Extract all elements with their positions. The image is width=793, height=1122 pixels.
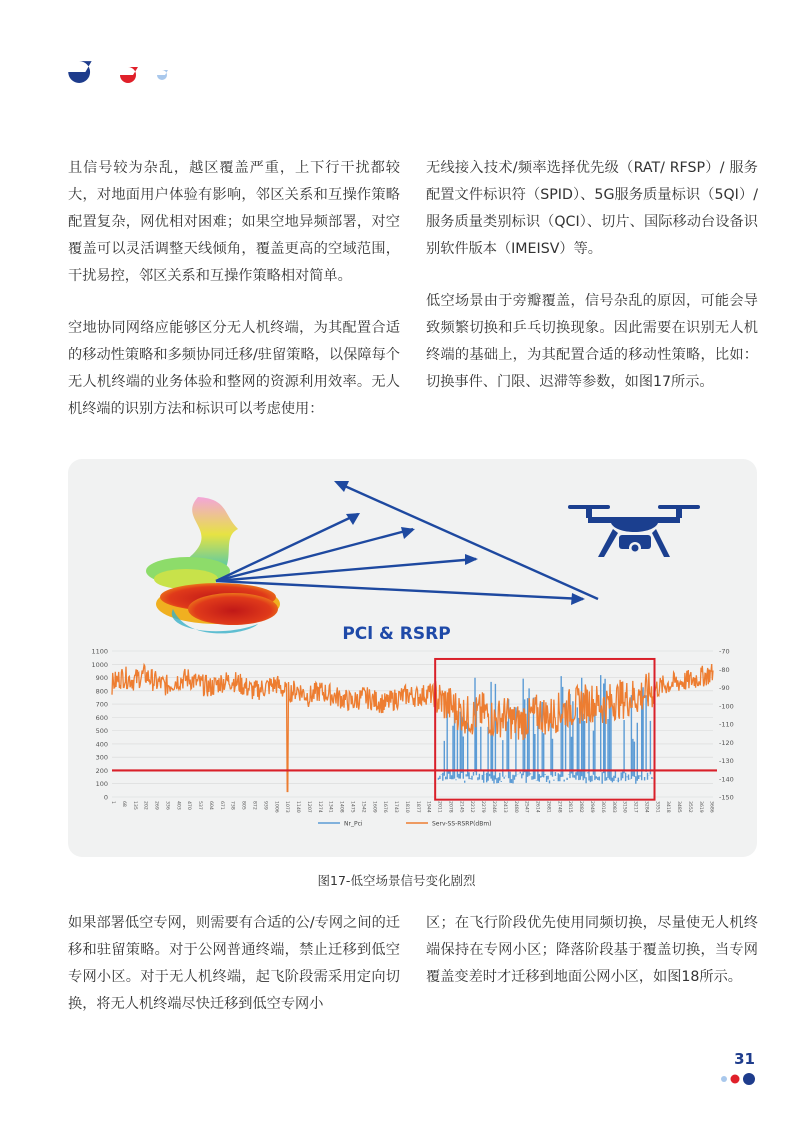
x-tick-label: 1 <box>110 801 115 804</box>
y-right-tick-label: -130 <box>719 757 734 765</box>
x-tick-label: 805 <box>240 801 246 810</box>
x-tick-label: 2882 <box>578 801 584 813</box>
x-tick-label: 1810 <box>403 801 409 813</box>
legend-label-nr-pci: Nr_Pci <box>344 820 363 828</box>
chart-title: PCl & RSRP <box>342 624 451 644</box>
x-tick-label: 2279 <box>480 801 486 813</box>
blue-dot-icon <box>743 1073 755 1085</box>
x-tick-label: 2078 <box>447 801 453 813</box>
y-right-tick-label: -120 <box>719 738 734 747</box>
x-tick-label: 2681 <box>545 801 551 813</box>
x-tick-label: 2346 <box>491 801 497 813</box>
y-left-tick-label: 100 <box>95 780 108 789</box>
x-tick-label: 939 <box>262 801 268 810</box>
footer-decoration <box>718 1072 758 1086</box>
figure-caption: 图17-低空场景信号变化剧烈 <box>317 873 476 888</box>
paragraph: 低空场景由于旁瓣覆盖，信号杂乱的原因，可能会导致频繁切换和乒乓切换现象。因此需要在识别无人机终端的基础上，为其配置合适的移动性策略，比如：切换事件、门限、迟滞等参数，如图17所示。 <box>426 293 758 390</box>
bottom-left-column <box>68 910 400 1018</box>
y-right-tick-label: -90 <box>719 684 730 692</box>
y-left-tick-label: 500 <box>95 727 108 736</box>
x-tick-label: 537 <box>197 801 203 810</box>
x-tick-label: 604 <box>207 801 213 810</box>
paragraph: 如果部署低空专网，则需要有合适的公/专网之间的迁移和驻留策略。对于公网普通终端，禁止迁移到低空专网小区。对于无人机终端，起飞阶段需采用定向切换，将无人机终端尽快迁移到低空专网小 <box>68 915 400 1012</box>
x-tick-label: 403 <box>175 801 181 810</box>
x-tick-label: 3217 <box>632 801 638 813</box>
pci-rsrp-chart <box>68 645 757 830</box>
lightblue-dot-icon <box>721 1076 727 1082</box>
x-tick-label: 2949 <box>588 801 594 813</box>
x-tick-label: 2815 <box>567 801 573 813</box>
x-tick-label: 738 <box>229 801 235 810</box>
y-left-tick-label: 300 <box>95 753 108 762</box>
paragraph: 区；在飞行阶段优先使用同频切换，尽量使无人机终端保持在专网小区；降落阶段基于覆盖切换，当专网覆盖变差时才迁移到地面公网小区，如图18所示。 <box>426 915 758 985</box>
x-tick-label: 2011 <box>436 801 442 813</box>
x-tick-label: 135 <box>131 801 137 810</box>
x-tick-label: 336 <box>164 801 170 810</box>
bottom-right-column <box>426 910 758 991</box>
x-tick-label: 2748 <box>556 801 562 813</box>
x-tick-label: 1877 <box>414 801 420 813</box>
x-tick-label: 1743 <box>393 801 399 813</box>
x-tick-label: 2480 <box>512 801 518 813</box>
x-tick-label: 202 <box>142 801 148 810</box>
x-tick-label: 1475 <box>349 801 355 813</box>
y-right-tick-label: -150 <box>719 793 734 802</box>
x-tick-label: 671 <box>218 801 224 810</box>
x-tick-label: 1609 <box>371 801 377 813</box>
y-left-tick-label: 1000 <box>91 660 108 669</box>
x-tick-label: 2614 <box>534 801 540 813</box>
page-number: 31 <box>734 1050 755 1068</box>
x-tick-label: 3485 <box>676 801 682 813</box>
y-left-tick-label: 700 <box>95 700 108 709</box>
x-tick-label: 2212 <box>469 801 475 813</box>
y-right-tick-label: -80 <box>719 665 730 674</box>
y-right-tick-label: -100 <box>719 702 734 711</box>
lightblue-drop-icon <box>157 70 168 80</box>
y-left-tick-label: 600 <box>95 713 108 722</box>
x-tick-label: 1140 <box>295 801 301 813</box>
y-left-tick-label: 1100 <box>91 647 108 656</box>
x-tick-label: 2413 <box>501 801 507 813</box>
legend-label-rsrp: Serv-SS-RSRP(dBm) <box>432 820 492 828</box>
x-tick-label: 3351 <box>654 801 660 813</box>
y-left-tick-label: 800 <box>95 687 108 696</box>
x-tick-label: 2547 <box>523 801 529 813</box>
x-tick-label: 3083 <box>610 801 616 813</box>
y-left-tick-label: 0 <box>103 793 108 802</box>
y-left-tick-label: 900 <box>95 674 108 683</box>
x-tick-label: 872 <box>251 801 257 810</box>
red-drop-icon <box>120 67 138 83</box>
x-tick-label: 1944 <box>425 801 431 813</box>
x-tick-label: 68 <box>120 801 126 807</box>
y-left-tick-label: 200 <box>95 766 108 775</box>
y-left-tick-label: 400 <box>95 740 108 749</box>
beam-arrows <box>216 483 598 599</box>
x-tick-label: 3150 <box>621 801 627 813</box>
x-tick-label: 3016 <box>599 801 605 813</box>
x-tick-label: 1542 <box>360 801 366 813</box>
x-tick-label: 470 <box>186 801 192 810</box>
x-tick-label: 3418 <box>665 801 671 813</box>
x-tick-label: 1073 <box>284 801 290 813</box>
x-tick-label: 1676 <box>382 801 388 813</box>
y-right-tick-label: -70 <box>719 647 730 656</box>
red-dot-icon <box>731 1075 740 1084</box>
x-tick-label: 1207 <box>305 801 311 813</box>
drone-icon <box>568 505 700 557</box>
x-tick-label: 3284 <box>643 801 649 813</box>
x-tick-label: 3552 <box>686 801 692 813</box>
x-tick-label: 1274 <box>316 801 322 813</box>
paragraph: 无线接入技术/频率选择优先级（RAT/ RFSP）/ 服务配置文件标识符（SPID）、5G服务质量标识（5QI）/ 服务质量类别标识（QCI）、切片、国际移动台设备识别软件版本（IMEISV）等。 <box>426 160 758 257</box>
left-column <box>68 155 400 423</box>
x-tick-label: 1341 <box>327 801 333 813</box>
x-tick-label: 2145 <box>458 801 464 813</box>
right-column <box>426 155 758 396</box>
x-tick-label: 1006 <box>273 801 279 813</box>
y-right-tick-label: -110 <box>719 720 734 729</box>
blue-drop-icon <box>68 61 91 83</box>
x-tick-label: 1408 <box>338 801 344 813</box>
x-tick-label: 3686 <box>708 801 714 813</box>
radiation-pattern-icon <box>146 497 280 633</box>
header-decoration <box>62 58 182 94</box>
paragraph: 且信号较为杂乱，越区覆盖严重，上下行干扰都较大，对地面用户体验有影响，邻区关系和互操作策略配置复杂，网优相对困难；如果空地异频部署，对空覆盖可以灵活调整天线倾角，覆盖更高的空域范围，干扰易控，邻区关系和互操作策略相对简单。 <box>68 160 400 284</box>
paragraph: 空地协同网络应能够区分无人机终端，为其配置合适的移动性策略和多频协同迁移/驻留策略，以保障每个无人机终端的业务体验和整网的资源利用效率。无人机终端的识别方法和标识可以考虑使用： <box>68 320 400 417</box>
y-right-tick-label: -140 <box>719 775 734 784</box>
x-tick-label: 269 <box>153 801 159 810</box>
x-tick-label: 3619 <box>697 801 703 813</box>
